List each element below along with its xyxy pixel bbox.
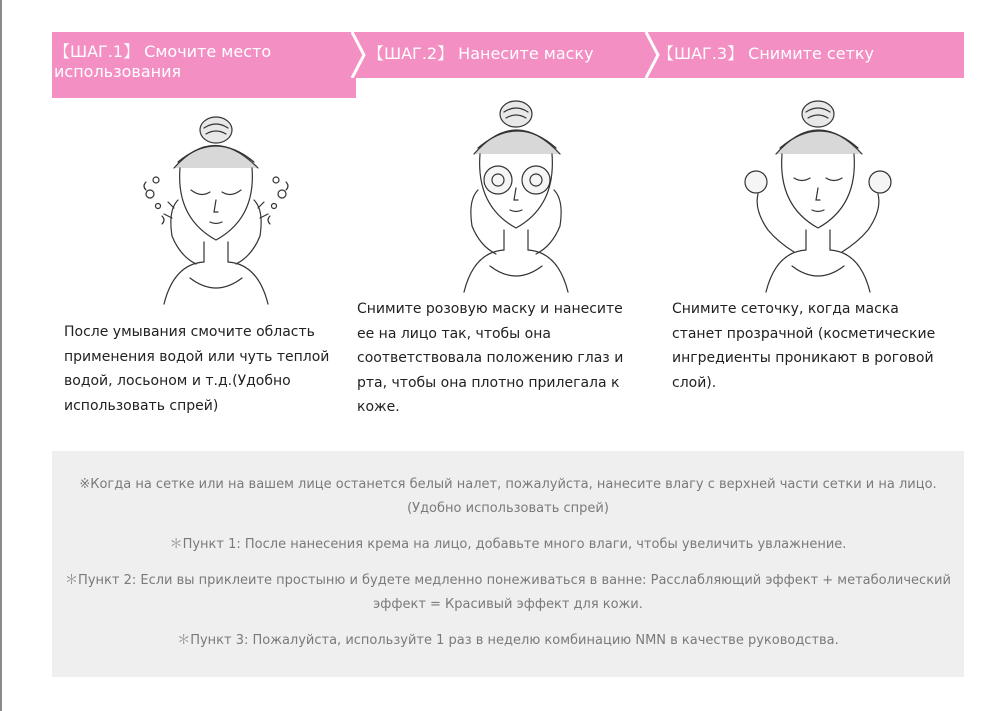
note-point-1: ＊Пункт 1: После нанесения крема на лицо, добавьте много влаги, чтобы увеличить увлажнение. xyxy=(169,537,847,552)
step-3-header: 【ШАГ.3】 Снимите сетку xyxy=(646,32,964,78)
step-1-header: 【ШАГ.1】 Смочите место использования xyxy=(52,32,356,98)
face-splash-illustration xyxy=(134,108,294,308)
page-left-border xyxy=(0,0,2,711)
step-3-description: Снимите сеточку, когда маска станет прозрачной (косметические ингредиенты проникают в роговой слой). xyxy=(672,301,936,391)
step-2-description: Снимите розовую маску и нанесите ее на лицо так, чтобы она соответствовала положению глаз и рта, чтобы она плотно прилегала к коже. xyxy=(357,301,624,415)
chevron-right-icon xyxy=(642,32,662,78)
notes-panel xyxy=(52,451,964,677)
face-mask-illustration xyxy=(436,94,596,294)
note-main: ※Когда на сетке или на вашем лице останется белый налет, пожалуйста, нанесите влагу с верхней части сетки и на лицо. (Удобно использовать спрей) xyxy=(79,477,937,516)
note-point-3: ＊Пункт 3: Пожалуйста, используйте 1 раз в неделю комбинацию NMN в качестве руководства. xyxy=(177,633,839,648)
step-1-description: После умывания смочите область применения водой или чуть теплой водой, лосьоном и т.д.(Удобно использовать спрей) xyxy=(64,324,330,414)
steps-header-bar xyxy=(52,32,964,81)
face-remove-illustration xyxy=(738,94,898,294)
step-2-header: 【ШАГ.2】 Нанесите маску xyxy=(356,32,646,78)
chevron-right-icon xyxy=(348,32,368,78)
note-point-2: ＊Пункт 2: Если вы приклеите простыню и будете медленно понеживаться в ванне: Расслабляющий эффект + метаболический эффект = Красивый эффект для кожи. xyxy=(65,573,951,612)
